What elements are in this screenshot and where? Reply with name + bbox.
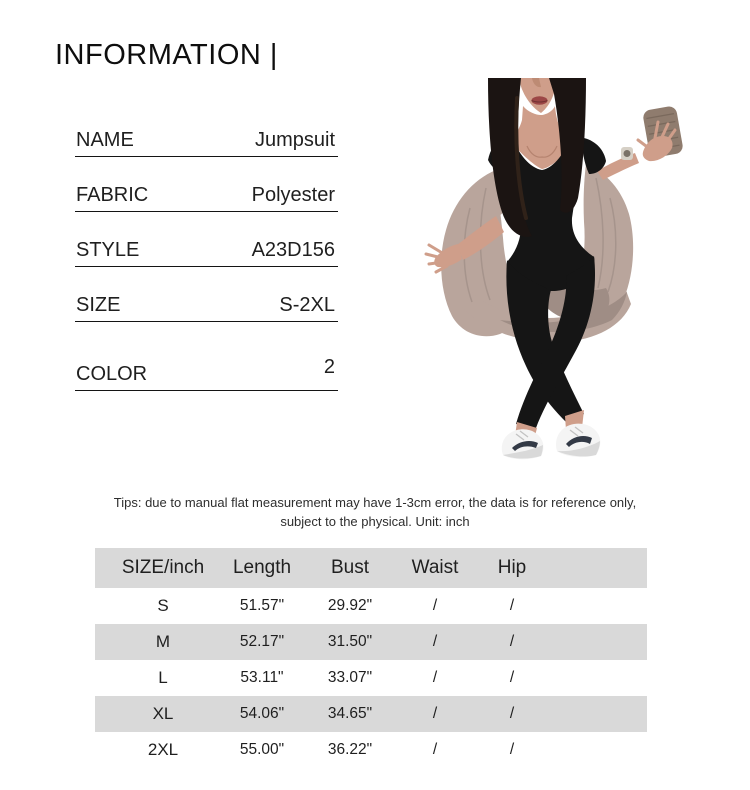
table-cell: / — [432, 669, 438, 686]
table-cell: 53.11" — [240, 669, 284, 686]
info-label: FABRIC — [76, 184, 149, 206]
table-row — [95, 588, 647, 624]
table-cell: / — [432, 597, 438, 614]
table-row — [95, 696, 647, 732]
tips-note — [0, 493, 750, 531]
table-row — [95, 624, 647, 660]
info-value: S-2XL — [279, 294, 335, 316]
info-value: Polyester — [251, 184, 335, 206]
table-cell: / — [509, 597, 515, 614]
table-cell: XL — [152, 704, 174, 723]
table-cell: / — [509, 633, 515, 650]
table-cell: 36.22" — [327, 741, 373, 758]
table-header-row — [95, 548, 647, 588]
table-header-cell: Hip — [497, 557, 527, 578]
info-label: COLOR — [76, 363, 148, 385]
table-cell: 34.65" — [327, 705, 373, 722]
info-value: Jumpsuit — [254, 129, 335, 151]
info-value: A23D156 — [251, 239, 335, 261]
model-illustration — [400, 78, 710, 480]
table-cell: / — [432, 741, 438, 758]
table-cell: / — [432, 633, 438, 650]
table-cell: 29.92" — [327, 597, 373, 614]
info-row-fabric — [75, 184, 338, 212]
tips-line-1: Tips: due to manual flat measurement may have 1-3cm error, the data is for reference only, — [113, 495, 637, 510]
table-cell: / — [509, 669, 515, 686]
info-row-style — [75, 239, 338, 267]
table-cell: 2XL — [147, 740, 179, 759]
table-cell: 55.00" — [239, 741, 285, 758]
table-header-cell: Bust — [330, 557, 370, 578]
info-row-size — [75, 294, 338, 322]
table-cell: 54.06" — [239, 705, 285, 722]
table-header-cell: SIZE/inch — [121, 557, 205, 578]
table-cell: 51.57" — [239, 597, 285, 614]
table-cell: M — [155, 632, 171, 651]
info-row-name — [75, 129, 338, 157]
table-header-cell: Length — [232, 557, 292, 578]
info-row-color — [75, 356, 338, 391]
table-header-cell: Waist — [411, 557, 459, 578]
table-row — [95, 732, 647, 768]
table-cell: S — [157, 596, 169, 615]
table-cell: 52.17" — [239, 633, 285, 650]
table-cell: / — [509, 705, 515, 722]
product-photo — [400, 78, 710, 480]
table-cell: 31.50" — [327, 633, 373, 650]
info-label: STYLE — [76, 239, 140, 261]
table-cell: / — [509, 741, 515, 758]
table-row — [95, 660, 647, 696]
table-cell: 33.07" — [327, 669, 373, 686]
page-title: INFORMATION | — [55, 39, 278, 71]
table-cell: / — [432, 705, 438, 722]
tips-line-2: subject to the physical. Unit: inch — [280, 514, 470, 529]
table-cell: L — [158, 668, 168, 687]
info-label: SIZE — [76, 294, 121, 316]
watch-icon — [621, 147, 633, 160]
info-list — [75, 129, 338, 418]
size-chart-table — [95, 548, 647, 768]
info-label: NAME — [76, 129, 134, 151]
info-value: 2 — [323, 356, 335, 378]
